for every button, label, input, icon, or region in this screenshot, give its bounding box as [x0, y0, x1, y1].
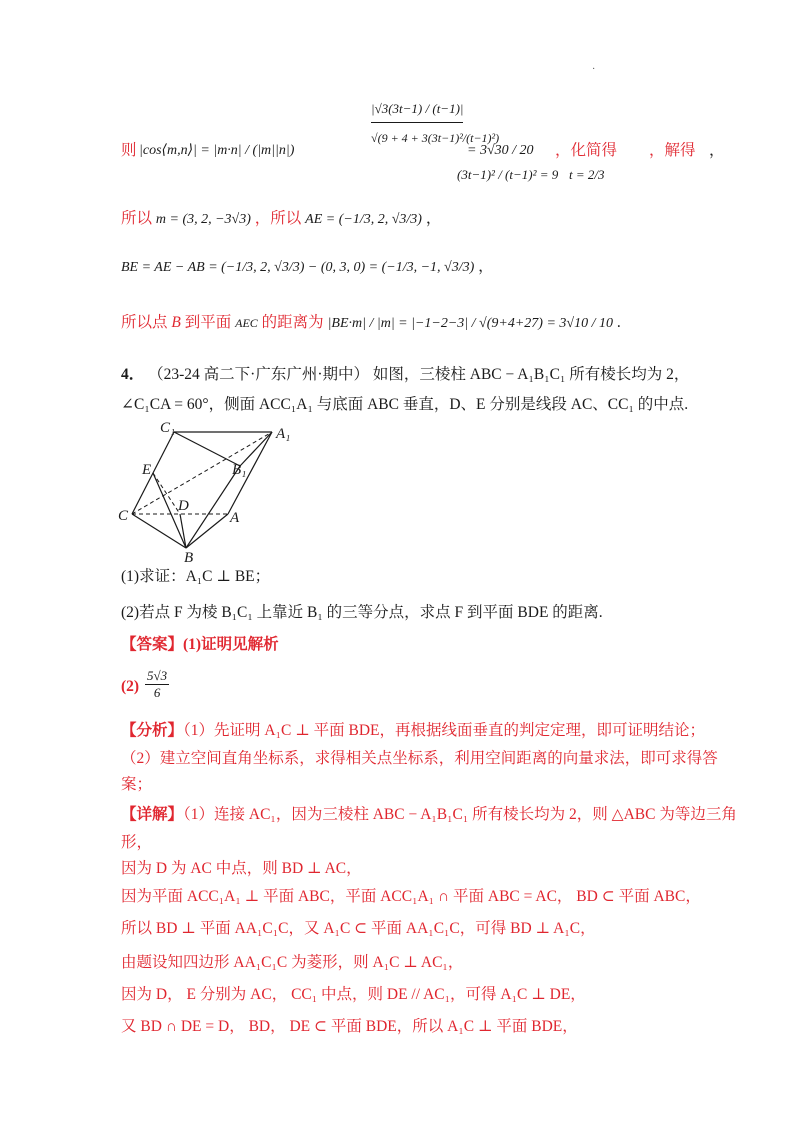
detail-line-5 — [121, 918, 596, 940]
problem-number: 4． — [121, 366, 145, 383]
analysis-line-1 — [121, 720, 705, 742]
question-2-text: (2)若点 F 为棱 B₁C₁ 上靠近 B₁ 的三等分点，求点 F 到平面 BDE 的距离. — [121, 604, 603, 621]
detail-text-7: 因为 D， E 分别为 AC， CC₁ 中点，则 DE // AC₁，可得 A₁C ⊥ DE， — [121, 986, 586, 1003]
segment-b-d — [180, 514, 186, 548]
cos-formula: |cos⟨m,n⟩| = |m·n| / (|m||n|) — [139, 143, 295, 158]
plane-aec: AEC — [235, 316, 258, 330]
detail-text-5: 所以 BD ⊥ 平面 AA₁C₁C，又 A₁C ⊂ 平面 AA₁C₁C，可得 BD ⊥ A₁C， — [121, 920, 596, 937]
t-value: t = 2/3 — [569, 167, 605, 182]
detail-text-4: 因为平面 ACC₁A₁ ⊥ 平面 ABC，平面 ACC₁A₁ ∩ 平面 ABC = AC， BD ⊂ 平面 ABC， — [121, 888, 701, 905]
line2-b: ，所以 — [254, 210, 302, 227]
be-vector: BE = AE − AB = (−1/3, 2, √3/3) − (0, 3, 0) = (−1/3, −1, √3/3) — [121, 260, 475, 275]
answer-line-1 — [121, 634, 279, 656]
answer-part-1: (1)证明见解析 — [183, 636, 279, 653]
problem-statement-2: ∠C₁CA = 60°，侧面 ACC₁A₁ 与底面 ABC 垂直，D、E 分别是线段 AC、CC₁ 的中点. — [121, 396, 689, 413]
label-c1: C₁ — [160, 420, 176, 436]
line2-a: 所以 — [121, 210, 153, 227]
answer-denominator: 6 — [153, 685, 161, 700]
detail-line-8 — [121, 1016, 578, 1038]
problem-statement-1: 如图，三棱柱 ABC − A₁B₁C₁ 所有棱长均为 2， — [372, 366, 690, 383]
label-a: A — [230, 510, 240, 526]
prism-figure — [112, 418, 312, 564]
simplify-text: ，化简得 — [555, 142, 618, 159]
detail-text-1: （1）连接 AC₁，因为三棱柱 ABC − A₁B₁C₁ 所有棱长均为 2，则 △ABC 为等边三角 — [183, 806, 737, 823]
label-d: D — [178, 498, 189, 514]
detail-line-6 — [121, 952, 463, 974]
detail-text-2: 形， — [121, 834, 153, 851]
line4-d: 的距离为 — [261, 314, 324, 331]
problem-source: （23-24 高二下·广东广州·期中） — [148, 366, 370, 383]
label-b: B — [184, 550, 194, 564]
label-a1: A₁ — [276, 426, 291, 442]
distance-formula: |BE·m| / |m| = |−1−2−3| / √(9+4+27) = 3√10 / 10 — [327, 316, 613, 331]
line1-comma: ， — [709, 142, 725, 159]
solution-line-2 — [121, 208, 441, 231]
detail-tag: 【详解】 — [121, 806, 184, 823]
line4-a: 所以点 — [121, 314, 168, 331]
analysis-tag: 【分析】 — [121, 722, 184, 739]
line4-tail: . — [616, 314, 621, 331]
point-b: B — [171, 314, 181, 331]
big-fraction-numerator: |√3(3t−1) / (t−1)| — [371, 98, 463, 123]
detail-line-7 — [121, 984, 586, 1006]
question-1 — [121, 566, 270, 588]
answer-numerator: 5√3 — [147, 668, 168, 683]
edge-c1-b1 — [174, 432, 240, 466]
detail-line-2 — [121, 832, 152, 854]
analysis-line-2 — [121, 748, 718, 770]
segment-e-d-hidden — [153, 473, 180, 514]
detail-text-6: 由题设知四边形 AA₁C₁C 为菱形，则 A₁C ⊥ AC₁， — [121, 954, 464, 971]
simplified-equation: (3t−1)² / (t−1)² = 9 — [457, 167, 559, 182]
line3-tail: ， — [478, 258, 494, 275]
question-2 — [121, 602, 603, 624]
analysis-text-3: 案； — [121, 776, 153, 793]
label-b1: B₁ — [232, 462, 247, 478]
detail-line-4 — [121, 886, 701, 908]
problem-line-2 — [121, 394, 688, 416]
answer-fraction — [145, 668, 169, 701]
line1-prefix: 则 — [121, 142, 137, 159]
cos-value: = 3√30 / 20 — [467, 143, 534, 158]
answer-tag: 【答案】 — [121, 636, 184, 653]
detail-text-8: 又 BD ∩ DE = D， BD， DE ⊂ 平面 BDE，所以 A₁C ⊥ 平面 BDE， — [121, 1018, 578, 1035]
solution-line-4 — [121, 312, 621, 335]
edge-a-b — [186, 514, 228, 548]
big-fraction-denominator: √(9 + 4 + 3(3t−1)²/(t−1)²) — [371, 131, 500, 145]
analysis-line-3 — [121, 774, 152, 796]
solve-text: ，解得 — [649, 142, 696, 159]
detail-line-3 — [121, 858, 362, 880]
line2-c: ， — [425, 210, 442, 227]
answer-part-2-label: (2) — [121, 678, 140, 695]
corner-mark: · — [592, 64, 596, 75]
line4-c: 到平面 — [184, 314, 232, 331]
label-c: C — [118, 508, 129, 524]
analysis-text-1: （1）先证明 A₁C ⊥ 平面 BDE，再根据线面垂直的判定定理，即可证明结论； — [183, 722, 706, 739]
m-vector: m = (3, 2, −3√3) — [155, 212, 251, 227]
question-1-text: (1)求证：A₁C ⊥ BE； — [121, 568, 271, 585]
detail-line-1 — [121, 804, 737, 826]
analysis-text-2: （2）建立空间直角坐标系，求得相关点坐标系，利用空间距离的向量求法，即可求得答 — [121, 750, 718, 767]
label-e: E — [142, 462, 152, 478]
big-fraction — [371, 98, 500, 149]
solution-line-3 — [121, 256, 494, 279]
problem-line-1 — [121, 364, 689, 386]
ae-vector: AE = (−1/3, 2, √3/3) — [305, 212, 422, 227]
detail-text-3: 因为 D 为 AC 中点，则 BD ⊥ AC， — [121, 860, 362, 877]
